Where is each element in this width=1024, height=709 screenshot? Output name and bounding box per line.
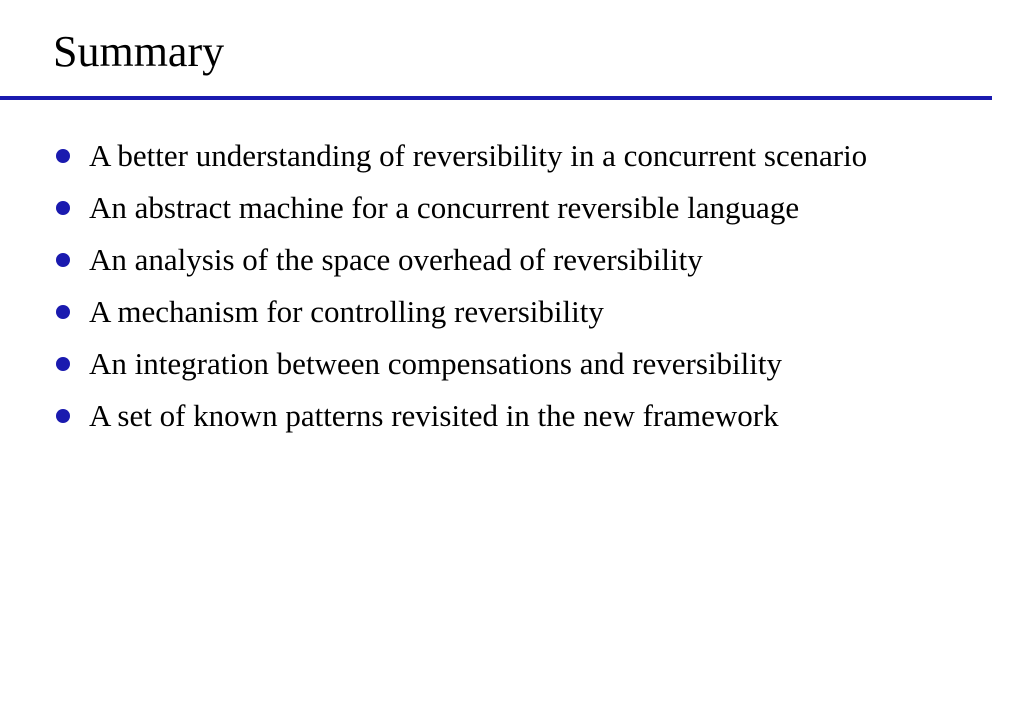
bullet-text: A mechanism for controlling reversibility xyxy=(89,294,604,329)
bullet-item xyxy=(53,238,923,282)
bullet-dot-icon xyxy=(56,305,70,319)
bullet-text: A better understanding of reversibility in a concurrent scenario xyxy=(89,138,868,173)
bullet-dot-icon xyxy=(56,201,70,215)
slide-title: Summary xyxy=(53,27,225,76)
bullet-item xyxy=(53,290,923,334)
bullet-text: A set of known patterns revisited in the new framework xyxy=(89,398,779,433)
bullet-item xyxy=(53,394,923,438)
bullet-item xyxy=(53,342,923,386)
bullet-item xyxy=(53,134,923,178)
title-divider xyxy=(0,96,992,100)
bullet-item xyxy=(53,186,923,230)
bullet-text: An integration between compensations and reversibility xyxy=(89,346,783,381)
bullet-dot-icon xyxy=(56,357,70,371)
bullet-dot-icon xyxy=(56,253,70,267)
bullet-dot-icon xyxy=(56,409,70,423)
bullet-text: An analysis of the space overhead of reversibility xyxy=(89,242,703,277)
bullet-list xyxy=(53,134,923,446)
bullet-text: An abstract machine for a concurrent reversible language xyxy=(89,190,800,225)
bullet-dot-icon xyxy=(56,149,70,163)
